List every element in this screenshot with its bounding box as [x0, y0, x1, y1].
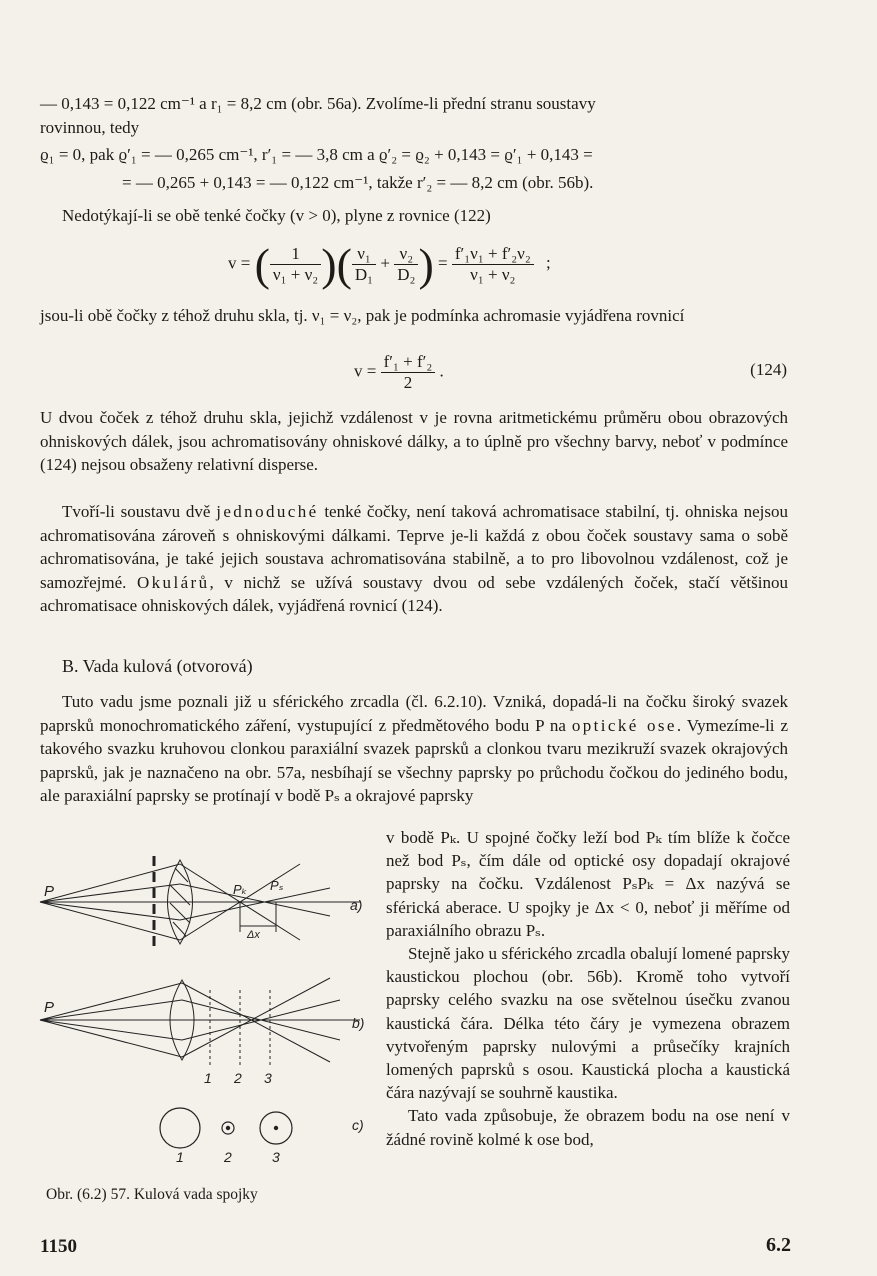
label-2-c: 2: [224, 1149, 232, 1165]
fraction-3-den: D₂: [397, 265, 416, 284]
intro-line-2: rovinnou, tedy: [40, 117, 140, 137]
ray: [40, 1000, 182, 1020]
equation-124: [354, 352, 444, 393]
fraction-2-num: ν₁: [352, 244, 376, 265]
fraction-1: [270, 244, 321, 285]
tuto-part-b: . Vymezíme-li z takového svazku kruhovou clonkou paraxiální svazek paprsků a clonkou tvaru mezikruží svazek okrajových paprsků, jak je naznačeno na obr. 57a, nesbíhají se všechny paprsky po průchodu čočkou do jediného bodu, ale paraxiální paprsky se protínají v bodě Pₛ a okrajové paprsky: [40, 715, 788, 805]
diagram-b: [40, 978, 364, 1086]
label-Ps: Pₛ: [270, 878, 284, 893]
lens-hatch: [175, 868, 188, 882]
eq124-dot: .: [439, 361, 444, 381]
paragraph-tuto: [40, 690, 788, 808]
intro-line-1: — 0,143 = 0,122 cm⁻¹ a r₁ = 8,2 cm (obr. 56a). Zvolíme-li přední stranu soustavy: [40, 94, 596, 113]
label-3-c: 3: [272, 1149, 280, 1165]
label-1-b: 1: [204, 1070, 212, 1086]
fraction-3-num: ν₂: [394, 244, 418, 265]
ray: [182, 983, 330, 1062]
paren-close: ): [321, 239, 337, 290]
eq124-fraction: [381, 352, 436, 393]
circle-1: [160, 1108, 200, 1148]
eq124-num: f′₁ + f′₂: [381, 352, 436, 373]
nedotykaji-text: Nedotýkají-li se obě tenké čočky (v > 0), plyne z rovnice (122): [62, 206, 491, 225]
fraction-3: [394, 244, 418, 285]
eq122-lhs: v =: [228, 253, 251, 273]
ray: [40, 902, 180, 920]
ray: [40, 1020, 182, 1057]
fraction-2: [352, 244, 376, 285]
page-number: 1150: [40, 1236, 77, 1257]
diagram-a: [40, 856, 362, 948]
tuto-part-a: Tuto vadu jsme poznali již u sférického zrcadla (čl. 6.2.10). Vzniká, dopadá-li na čočku široký svazek paprsků monochromatického záření, vystupující z předmětového bodu P na: [40, 692, 788, 735]
equation-line-2: = — 0,265 + 0,143 = — 0,122 cm⁻¹, takže r′₂ = — 8,2 cm (obr. 56b).: [122, 173, 594, 192]
circle-3-dot: [274, 1126, 277, 1129]
semicolon: ;: [546, 253, 551, 273]
section-number: 6.2: [766, 1234, 791, 1256]
paragraph-dvou-text: U dvou čoček z téhož druhu skla, jejichž vzdálenost v je rovna aritmetickému průměru obou obrazových ohniskových dálek, jsou achromatisovány ohniskové dálky, a to úplně pro všechny barvy, neboť v podmínce (124) nejsou obsaženy relativní disperse.: [40, 408, 788, 474]
label-2-b: 2: [234, 1070, 242, 1086]
paragraph-tvori: [40, 500, 788, 618]
circle-2-dot: [226, 1126, 229, 1129]
ray: [40, 983, 182, 1020]
right-column-text: [386, 826, 790, 1151]
label-P-a: P: [44, 883, 55, 900]
fraction-4: [452, 244, 534, 285]
tvori-part-b: tenké čočky, není taková achromatisace stabilní, tj. ohniska nejsou achromatisována zároveň s ohniskovými dálkami. Teprve je-li každá z obou čoček soustavy sama o sobě achromatisována, je také jejich soustava achromatisována stabilně, a to pro libovolnou vzdálenost, což je samozřejmé.: [40, 502, 789, 592]
equation-122: [228, 238, 551, 291]
intro-text: [40, 92, 788, 139]
fraction-4-den: ν₁ + ν₂: [470, 265, 516, 284]
paren-close-2: ): [418, 239, 434, 290]
figure-57-spherical-aberration: [30, 840, 380, 1170]
tvori-part-a: Tvoří-li soustavu dvě: [62, 502, 217, 521]
label-1-c: 1: [176, 1149, 184, 1165]
eq124-lhs: v =: [354, 361, 377, 381]
tvori-spaced-2: Okulárů: [136, 572, 210, 592]
label-3-b: 3: [264, 1070, 272, 1086]
right-column-p2: Stejně jako u sférického zrcadla obalují lomené paprsky kaustickou plochou (obr. 56b). Kromě toho vytvoří paprsky celého svazku na ose světelnou úsečku zvanou kaustická čára. Délka této čáry je vymezena obrazem vytvořeným paprsky nulovými a průsečíky krajních lomených paprsků s osou. Kaustická plocha a kaustická čára nazývají se souhrně kaustika.: [386, 944, 790, 1103]
tvori-spaced-1: jednoduché: [216, 502, 319, 521]
tuto-spaced: optické ose: [571, 715, 677, 735]
jsouli-text: jsou-li obě čočky z téhož druhu skla, tj. ν₁ = ν₂, pak je podmínka achromasie vyjádřena rovnicí: [40, 306, 685, 325]
equation-number-124: (124): [750, 360, 787, 379]
tvori-part-c: , v nichž se užívá soustavy dvou od sebe vzdálených čoček, stačí většinou achromatisace ohniskových dálek, vyjádřená rovnicí (124).: [40, 572, 788, 615]
section-heading: B. Vada kulová (otvorová): [62, 656, 253, 676]
equation-line-1: ϱ₁ = 0, pak ϱ′₁ = — 0,265 cm⁻¹, r′₁ = — 3,8 cm a ϱ′₂ = ϱ₂ + 0,143 = ϱ′₁ + 0,143 =: [40, 145, 593, 164]
ray: [40, 1020, 182, 1040]
label-Pk: Pₖ: [233, 882, 248, 897]
label-P-b: P: [44, 999, 55, 1016]
fraction-1-den: ν₁ + ν₂: [272, 265, 319, 284]
label-a: a): [350, 897, 363, 913]
paren-open-2: (: [336, 239, 352, 290]
label-b: b): [352, 1015, 365, 1031]
diagram-c: [160, 1108, 364, 1165]
ray: [182, 978, 330, 1057]
ray: [40, 884, 180, 902]
label-c: c): [352, 1117, 364, 1133]
label-dx: Δx: [247, 929, 260, 941]
figure-caption: Obr. (6.2) 57. Kulová vada spojky: [46, 1186, 258, 1203]
plus-sign: +: [380, 253, 390, 273]
equals-sign: =: [438, 253, 448, 273]
eq124-den: 2: [403, 373, 413, 392]
ray: [40, 902, 180, 940]
paragraph-dvou: [40, 406, 788, 477]
ray: [40, 864, 180, 902]
right-column-p1: v bodě Pₖ. U spojné čočky leží bod Pₖ tím blíže k čočce než bod Pₛ, čím dále od optické osy dopadají okrajové paprsky na čočku. Vzdálenost PₛPₖ = Δx nazývá se sférická aberace. U spojky je Δx < 0, neboť ji měříme od paraxiálního obrazu Pₛ.: [386, 828, 790, 940]
fraction-1-num: 1: [270, 244, 321, 265]
fraction-4-num: f′₁ν₁ + f′₂ν₂: [452, 244, 534, 265]
paren-open: (: [254, 239, 270, 290]
fraction-2-den: D₁: [354, 265, 374, 284]
right-column-p3: Tato vada způsobuje, že obrazem bodu na ose není v žádné rovině kolmé k ose bod,: [386, 1106, 790, 1149]
